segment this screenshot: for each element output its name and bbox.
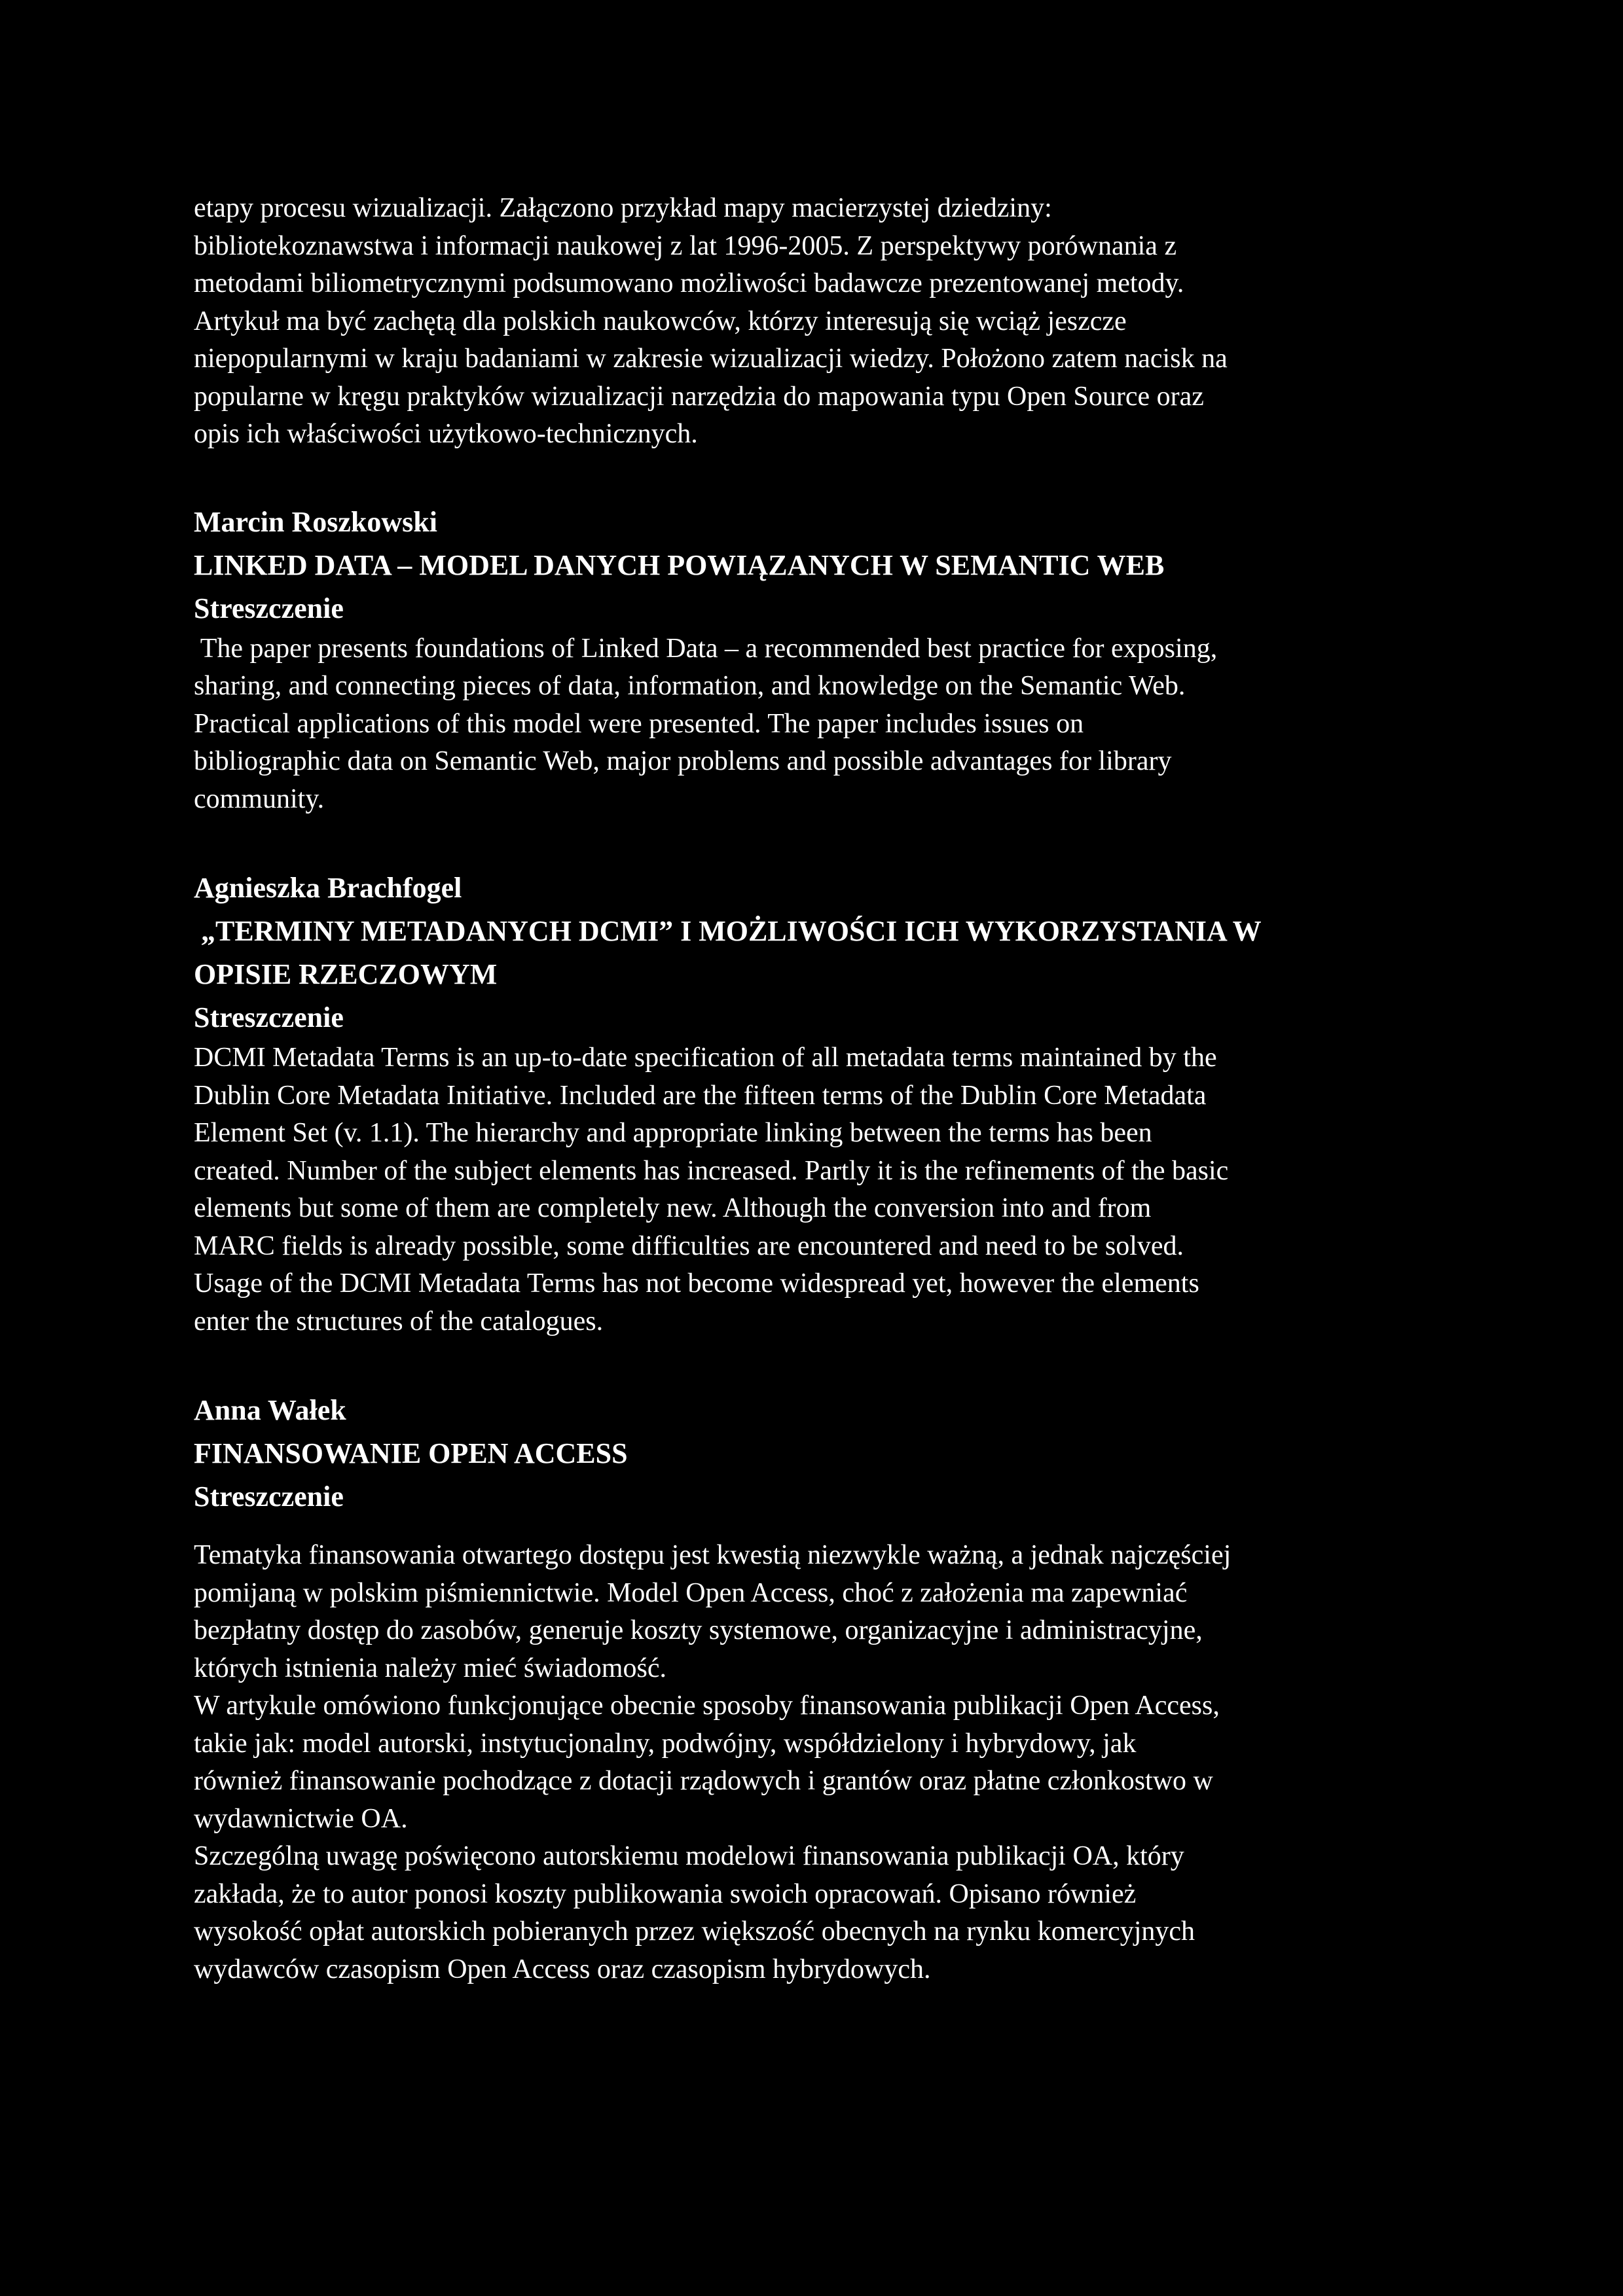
text-line: Szczególną uwagę poświęcono autorskiemu modelowi finansowania publikacji OA, który (194, 1841, 1184, 1871)
abstract-paragraph (194, 630, 1438, 819)
abstract-label: Streszczenie (194, 1480, 344, 1513)
article-author: Agnieszka Brachfogel (194, 872, 462, 904)
article-title: FINANSOWANIE OPEN ACCESS (194, 1437, 628, 1469)
text-line: etapy procesu wizualizacji. Załączono przykład mapy macierzystej dziedziny: (194, 193, 1052, 223)
text-line: DCMI Metadata Terms is an up-to-date specification of all metadata terms maintained by the (194, 1043, 1217, 1073)
text-line: opis ich właściwości użytkowo-technicznych. (194, 419, 698, 449)
text-line: community. (194, 783, 325, 814)
text-line: wydawnictwie OA. (194, 1803, 408, 1834)
text-line: wysokość opłat autorskich pobieranych przez większość obecnych na rynku komercyjnych (194, 1916, 1195, 1946)
text-line: takie jak: model autorski, instytucjonalny, podwójny, współdzielony i hybrydowy, jak (194, 1728, 1137, 1759)
text-line: enter the structures of the catalogues. (194, 1306, 604, 1336)
text-line: bibliotekoznawstwa i informacji naukowej z lat 1996-2005. Z perspektywy porównania z (194, 230, 1177, 261)
article-section (194, 1389, 1438, 1988)
article-section (194, 867, 1438, 1340)
abstract-label: Streszczenie (194, 1001, 344, 1033)
text-line: Artykuł ma być zachętą dla polskich naukowców, którzy interesują się wciąż jeszcze (194, 306, 1127, 336)
article-title: „TERMINY METADANYCH DCMI” I MOŻLIWOŚCI ICH WYKORZYSTANIA W (194, 915, 1262, 947)
text-line: zakłada, że to autor ponosi koszty publikowania swoich opracowań. Opisano również (194, 1878, 1137, 1909)
text-line: których istnienia należy mieć świadomość. (194, 1653, 666, 1683)
text-line: bezpłatny dostęp do zasobów, generuje koszty systemowe, organizacyjne i administracyjne, (194, 1615, 1203, 1645)
text-line: Tematyka finansowania otwartego dostępu jest kwestią niezwykle ważną, a jednak najczęściej (194, 1540, 1231, 1570)
text-line: bibliographic data on Semantic Web, major problems and possible advantages for library (194, 746, 1172, 776)
text-line: MARC fields is already possible, some difficulties are encountered and need to be solved. (194, 1230, 1184, 1261)
text-line: Usage of the DCMI Metadata Terms has not become widespread yet, however the elements (194, 1268, 1199, 1299)
text-line: metodami biliometrycznymi podsumowano możliwości badawcze prezentowanej metody. (194, 268, 1184, 298)
intro-paragraph (194, 190, 1438, 454)
text-line: W artykule omówiono funkcjonujące obecnie sposoby finansowania publikacji Open Access, (194, 1691, 1220, 1721)
text-line: Element Set (v. 1.1). The hierarchy and appropriate linking between the terms has been (194, 1118, 1152, 1148)
text-line: Dublin Core Metadata Initiative. Included are the fifteen terms of the Dublin Core Metadata (194, 1080, 1207, 1111)
article-title: LINKED DATA – MODEL DANYCH POWIĄZANYCH W SEMANTIC WEB (194, 548, 1165, 581)
text-line: niepopularnymi w kraju badaniami w zakresie wizualizacji wiedzy. Położono zatem nacisk na (194, 344, 1228, 374)
article-author: Marcin Roszkowski (194, 505, 437, 538)
text-line: Practical applications of this model were presented. The paper includes issues on (194, 708, 1084, 739)
abstract-paragraph (194, 1039, 1438, 1340)
text-line: popularne w kręgu praktyków wizualizacji narzędzia do mapowania typu Open Source oraz (194, 381, 1204, 412)
text-line: created. Number of the subject elements has increased. Partly it is the refinements of the basic (194, 1155, 1229, 1186)
article-title: OPISIE RZECZOWYM (194, 958, 498, 990)
text-line: elements but some of them are completely new. Although the conversion into and from (194, 1193, 1152, 1223)
article-section (194, 501, 1438, 819)
abstract-label: Streszczenie (194, 592, 344, 624)
abstract-paragraph (194, 1537, 1438, 1988)
text-line: również finansowanie pochodzące z dotacji rządowych i grantów oraz płatne członkostwo w (194, 1766, 1213, 1796)
text-line: sharing, and connecting pieces of data, information, and knowledge on the Semantic Web. (194, 671, 1186, 701)
text-line: wydawców czasopism Open Access oraz czasopism hybrydowych. (194, 1954, 931, 1984)
document-page (194, 190, 1438, 1988)
text-line: The paper presents foundations of Linked Data – a recommended best practice for exposing, (194, 633, 1218, 664)
text-line: pomijaną w polskim piśmiennictwie. Model Open Access, choć z założenia ma zapewniać (194, 1577, 1188, 1608)
article-author: Anna Wałek (194, 1394, 346, 1426)
